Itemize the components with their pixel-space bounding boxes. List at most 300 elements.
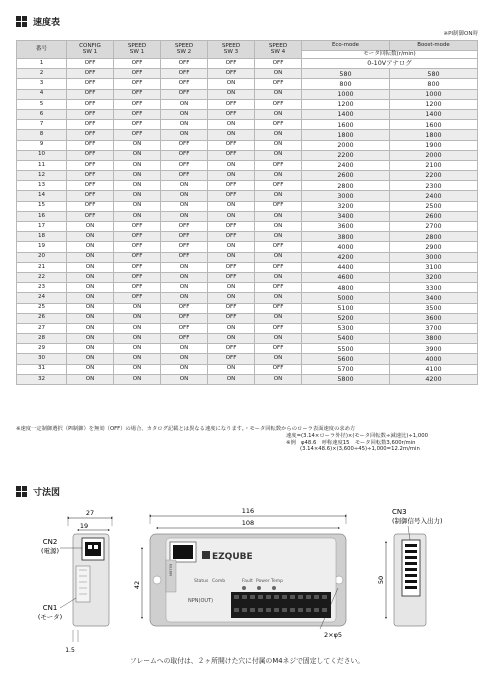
cell-sw: OFF [67,79,114,89]
cn2-label: CN2 [42,538,58,546]
cell-sw: OFF [255,283,302,293]
cell-sw: ON [67,252,114,262]
cell-sw: ON [208,374,255,384]
cell-sw: OFF [208,99,255,109]
cell-sw: ON [208,364,255,374]
cell-boost-rpm: 3500 [390,303,478,313]
cell-sw: OFF [255,160,302,170]
cell-sw: ON [114,364,161,374]
cell-boost-rpm: 1200 [390,99,478,109]
cell-sw: OFF [67,171,114,181]
cell-sw: ON [161,293,208,303]
cell-sw: OFF [67,69,114,79]
cell-eco-rpm: 580 [302,69,390,79]
dim-42: 42 [133,580,141,590]
cell-eco-rpm: 3600 [302,222,390,232]
table-row [17,272,478,282]
cell-sw: ON [161,364,208,374]
cell-boost-rpm: 1400 [390,109,478,119]
side-view-left [38,509,112,654]
table-row [17,69,478,79]
label-status: Status [194,579,209,584]
cell-eco-rpm: 1400 [302,109,390,119]
cell-no: 27 [17,323,67,333]
cell-sw: OFF [208,59,255,69]
table-row [17,293,478,303]
cn1-desc: (モータ) [37,613,63,621]
cell-sw: ON [67,222,114,232]
table-row [17,313,478,323]
cell-no: 20 [17,252,67,262]
cell-eco-rpm: 5200 [302,313,390,323]
cell-sw: ON [255,222,302,232]
table-row [17,232,478,242]
cell-sw: ON [208,201,255,211]
cell-sw: ON [67,283,114,293]
cell-sw: OFF [114,79,161,89]
table-row [17,283,478,293]
cell-sw: ON [161,344,208,354]
cell-no: 1 [17,59,67,69]
cell-no: 21 [17,262,67,272]
led-power [257,586,261,590]
cell-sw: ON [114,211,161,221]
cell-eco-rpm: 5100 [302,303,390,313]
cell-no: 10 [17,150,67,160]
cell-boost-rpm: 580 [390,69,478,79]
cell-eco-rpm: 5700 [302,364,390,374]
table-row [17,364,478,374]
cell-sw: ON [208,130,255,140]
cell-sw: ON [161,211,208,221]
cn3-label: CN3 [392,508,407,516]
table-row [17,211,478,221]
cell-no: 24 [17,293,67,303]
cell-eco-rpm: 2000 [302,140,390,150]
speed-table [16,40,478,385]
cell-no: 9 [17,140,67,150]
cell-sw: ON [161,374,208,384]
cell-boost-rpm: 4000 [390,354,478,364]
header-config-sw1: CONFIG SW 1 [67,41,114,59]
cell-sw: OFF [255,242,302,252]
cell-sw: OFF [67,150,114,160]
cn1-label: CN1 [42,604,58,612]
cell-sw: OFF [67,89,114,99]
cell-sw: OFF [67,191,114,201]
cell-sw: OFF [67,99,114,109]
cell-boost-rpm: 3600 [390,313,478,323]
cell-sw: OFF [161,313,208,323]
cell-sw: OFF [114,109,161,119]
cell-sw: ON [67,374,114,384]
cell-sw: OFF [114,272,161,282]
cell-sw: OFF [161,334,208,344]
cell-no: 16 [17,211,67,221]
header-speed-sw2: SPEED SW 2 [161,41,208,59]
cell-sw: OFF [255,344,302,354]
cell-boost-rpm: 4200 [390,374,478,384]
cell-sw: OFF [161,303,208,313]
led-temp [272,586,276,590]
cell-sw: ON [67,334,114,344]
cell-eco-rpm: 5500 [302,344,390,354]
dim-50: 50 [377,575,385,585]
pi-control-note: ※PI制御ON時 [443,31,478,37]
cell-no: 19 [17,242,67,252]
cell-sw: ON [208,120,255,130]
cell-no: 12 [17,171,67,181]
cell-boost-rpm: 2300 [390,181,478,191]
section-square-icon [16,16,28,28]
cell-sw: ON [67,313,114,323]
cell-boost-rpm: 3100 [390,262,478,272]
cell-no: 11 [17,160,67,170]
cell-sw: OFF [208,354,255,364]
cell-boost-rpm: 3000 [390,252,478,262]
cell-boost-rpm: 1600 [390,120,478,130]
table-row-analog [17,59,478,69]
cell-sw: ON [67,344,114,354]
cell-sw: ON [255,109,302,119]
cell-sw: ON [114,344,161,354]
cell-boost-rpm: 3700 [390,323,478,333]
cell-no: 14 [17,191,67,201]
cell-sw: ON [114,140,161,150]
cell-sw: OFF [114,242,161,252]
cell-boost-rpm: 2200 [390,171,478,181]
cell-no: 29 [17,344,67,354]
cell-sw: ON [114,201,161,211]
cell-sw: OFF [114,222,161,232]
cell-sw: ON [208,171,255,181]
table-row [17,140,478,150]
cell-sw: OFF [208,181,255,191]
cell-boost-rpm: 4100 [390,364,478,374]
table-row [17,150,478,160]
cell-eco-rpm: 4400 [302,262,390,272]
cell-sw: ON [208,89,255,99]
cell-no: 30 [17,354,67,364]
cell-sw: OFF [255,262,302,272]
table-row [17,120,478,130]
cell-eco-rpm: 4000 [302,242,390,252]
cell-sw: ON [255,313,302,323]
cell-boost-rpm: 2700 [390,222,478,232]
cell-no: 5 [17,99,67,109]
cell-boost-rpm: 3300 [390,283,478,293]
cell-eco-rpm: 3400 [302,211,390,221]
table-row [17,130,478,140]
cell-boost-rpm: 1900 [390,140,478,150]
cell-sw: OFF [161,140,208,150]
dim-108: 108 [241,519,255,527]
header-rpm-label: モータ回転数(r/min) [302,51,478,59]
cell-sw: ON [161,262,208,272]
cell-eco-rpm: 3200 [302,201,390,211]
cell-sw: OFF [67,140,114,150]
cell-sw: OFF [161,171,208,181]
cell-sw: OFF [208,191,255,201]
cell-sw: ON [161,109,208,119]
header-speed-sw1: SPEED SW 1 [114,41,161,59]
cell-boost-rpm: 3200 [390,272,478,282]
cell-sw: ON [161,201,208,211]
table-row [17,262,478,272]
cell-eco-rpm: 800 [302,79,390,89]
logo-mark-icon [202,551,210,559]
cell-no: 32 [17,374,67,384]
label-comb: Comb [212,579,226,584]
cell-sw: OFF [161,242,208,252]
cell-sw: ON [114,313,161,323]
cell-sw: OFF [208,303,255,313]
cell-sw: OFF [255,201,302,211]
cell-eco-rpm: 1600 [302,120,390,130]
cell-sw: OFF [255,120,302,130]
cell-sw: OFF [67,201,114,211]
cell-no: 4 [17,89,67,99]
table-row [17,171,478,181]
cell-no: 22 [17,272,67,282]
label-temp: Temp [271,579,283,584]
speed-table-heading [16,15,60,28]
cell-boost-rpm: 2900 [390,242,478,252]
cell-no: 26 [17,313,67,323]
section-square-icon [16,486,28,498]
header-boost-mode: Boost-mode [390,41,478,51]
cell-sw: OFF [208,69,255,79]
mounting-note: フレームへの取付は、２ヶ所開けた穴に付属のM4ネジで固定してください。 [129,657,365,665]
cell-boost-rpm: 2800 [390,232,478,242]
note-line: ※速度一定制御選択（PI制御）を無効（OFF）の場合、カタログ記載とは異なる速度になります。・モータ回転数からのローラ表面速度の求め方 [16,426,356,432]
cell-no: 7 [17,120,67,130]
dimensions-title: 寸法図 [33,488,61,498]
cell-sw: OFF [208,222,255,232]
cell-boost-rpm: 2100 [390,160,478,170]
cell-sw: OFF [208,262,255,272]
cell-sw: OFF [114,89,161,99]
table-row [17,242,478,252]
cell-sw: OFF [67,160,114,170]
cell-sw: ON [114,374,161,384]
cell-eco-rpm: 3000 [302,191,390,201]
dim-116: 116 [241,507,255,515]
cell-sw: ON [208,334,255,344]
dim-holes: 2×φ5 [324,631,343,639]
cell-sw: ON [67,323,114,333]
cell-sw: OFF [114,283,161,293]
cell-sw: OFF [161,160,208,170]
header-eco-mode: Eco-mode [302,41,390,51]
table-row [17,79,478,89]
cell-eco-rpm: 5000 [302,293,390,303]
cell-sw: OFF [67,211,114,221]
cell-sw: OFF [208,232,255,242]
cell-sw: ON [255,171,302,181]
cell-sw: OFF [255,59,302,69]
cell-sw: OFF [208,272,255,282]
cell-sw: OFF [114,262,161,272]
cell-no: 6 [17,109,67,119]
cell-sw: ON [114,160,161,170]
header-speed-sw4: SPEED SW 4 [255,41,302,59]
header-no: 番号 [17,41,67,59]
cell-eco-rpm: 4600 [302,272,390,282]
cell-sw: ON [255,211,302,221]
cell-sw: OFF [161,222,208,232]
cell-sw: OFF [161,59,208,69]
cell-sw: ON [255,334,302,344]
cell-sw: OFF [161,150,208,160]
cell-sw: ON [255,354,302,364]
cell-sw: ON [67,293,114,303]
cn3-desc: (制御信号入出力) [392,517,443,525]
cell-no: 25 [17,303,67,313]
cell-sw: OFF [255,323,302,333]
cell-eco-rpm: 4200 [302,252,390,262]
cell-eco-rpm: 2200 [302,150,390,160]
cell-sw: OFF [114,120,161,130]
label-model: M8795 [169,563,173,576]
cell-eco-rpm: 2600 [302,171,390,181]
cell-sw: ON [208,323,255,333]
cell-sw: ON [255,272,302,282]
cell-sw: OFF [114,252,161,262]
cell-sw: OFF [161,69,208,79]
table-row [17,109,478,119]
cell-eco-rpm: 3800 [302,232,390,242]
table-row [17,344,478,354]
cell-sw: ON [114,150,161,160]
cell-sw: ON [161,354,208,364]
cell-boost-rpm: 1000 [390,89,478,99]
cell-boost-rpm: 2000 [390,150,478,160]
cell-sw: OFF [114,59,161,69]
cell-sw: ON [67,272,114,282]
cell-sw: ON [208,211,255,221]
cell-eco-rpm: 2400 [302,160,390,170]
cell-sw: ON [114,334,161,344]
dim-19: 19 [79,522,89,530]
cell-no: 2 [17,69,67,79]
cell-no: 31 [17,364,67,374]
cell-no: 23 [17,283,67,293]
cell-boost-rpm: 2400 [390,191,478,201]
dim-1-5: 1.5 [65,647,75,654]
cell-no: 13 [17,181,67,191]
table-row [17,323,478,333]
led-fault [242,586,246,590]
note-line: 速度=(3.14×ローラ外径)×(モータ回転数÷減速比)÷1,000 [286,432,428,439]
cell-boost-rpm: 2600 [390,211,478,221]
note-line: (3.14×48.6)×(3,600÷45)÷1,000=12.2m/min [300,446,420,453]
cell-sw: ON [161,99,208,109]
cell-sw: ON [208,79,255,89]
cell-sw: ON [208,252,255,262]
cell-eco-rpm: 5400 [302,334,390,344]
cell-no: 17 [17,222,67,232]
cell-sw: ON [208,242,255,252]
cell-sw: ON [208,293,255,303]
cn1-connector [76,566,90,602]
cell-analog: 0-10Vアナログ [302,59,478,69]
cell-sw: OFF [161,323,208,333]
cell-eco-rpm: 5800 [302,374,390,384]
cell-sw: OFF [255,79,302,89]
cell-sw: OFF [67,120,114,130]
cell-boost-rpm: 1800 [390,130,478,140]
cell-sw: ON [255,140,302,150]
front-view [133,507,346,639]
table-row [17,99,478,109]
cell-sw: OFF [114,69,161,79]
cell-sw: ON [67,232,114,242]
cell-sw: ON [255,69,302,79]
cell-sw: ON [67,303,114,313]
cell-sw: OFF [208,313,255,323]
cell-sw: ON [255,150,302,160]
cell-sw: OFF [114,99,161,109]
cell-eco-rpm: 1800 [302,130,390,140]
cn2-desc: (電源) [40,547,60,555]
speed-table-title: 速度表 [33,18,61,28]
dimension-drawing [16,502,478,654]
cell-sw: ON [255,232,302,242]
note-line: ※例 φ48.6 呼称速度15 モータ回転数3,600r/min [286,439,416,446]
cell-sw: OFF [161,232,208,242]
table-row [17,201,478,211]
cell-eco-rpm: 1200 [302,99,390,109]
cell-sw: ON [255,293,302,303]
cell-sw: OFF [114,232,161,242]
cell-sw: OFF [161,252,208,262]
cell-sw: OFF [161,79,208,89]
cell-boost-rpm: 3900 [390,344,478,354]
label-npn: NPN(OUT) [188,598,214,604]
cell-sw: ON [255,191,302,201]
label-fault: Fault [242,579,253,584]
cell-sw: OFF [114,293,161,303]
table-row [17,303,478,313]
cell-boost-rpm: 3400 [390,293,478,303]
cell-sw: ON [114,191,161,201]
table-row [17,334,478,344]
table-row [17,191,478,201]
cell-sw: OFF [208,150,255,160]
cell-boost-rpm: 3800 [390,334,478,344]
cell-no: 3 [17,79,67,89]
cell-sw: OFF [255,364,302,374]
cell-sw: ON [114,323,161,333]
cell-sw: OFF [255,181,302,191]
label-power: Power [256,579,270,584]
cell-boost-rpm: 800 [390,79,478,89]
cell-sw: ON [255,89,302,99]
table-row [17,354,478,364]
cell-sw: OFF [255,303,302,313]
cell-sw: ON [67,242,114,252]
cell-sw: ON [161,181,208,191]
speed-notes [16,426,486,453]
cell-eco-rpm: 5300 [302,323,390,333]
cell-eco-rpm: 5600 [302,354,390,364]
cell-no: 28 [17,334,67,344]
table-row [17,181,478,191]
mount-hole [153,576,161,584]
cell-sw: ON [208,160,255,170]
cell-sw: OFF [67,181,114,191]
